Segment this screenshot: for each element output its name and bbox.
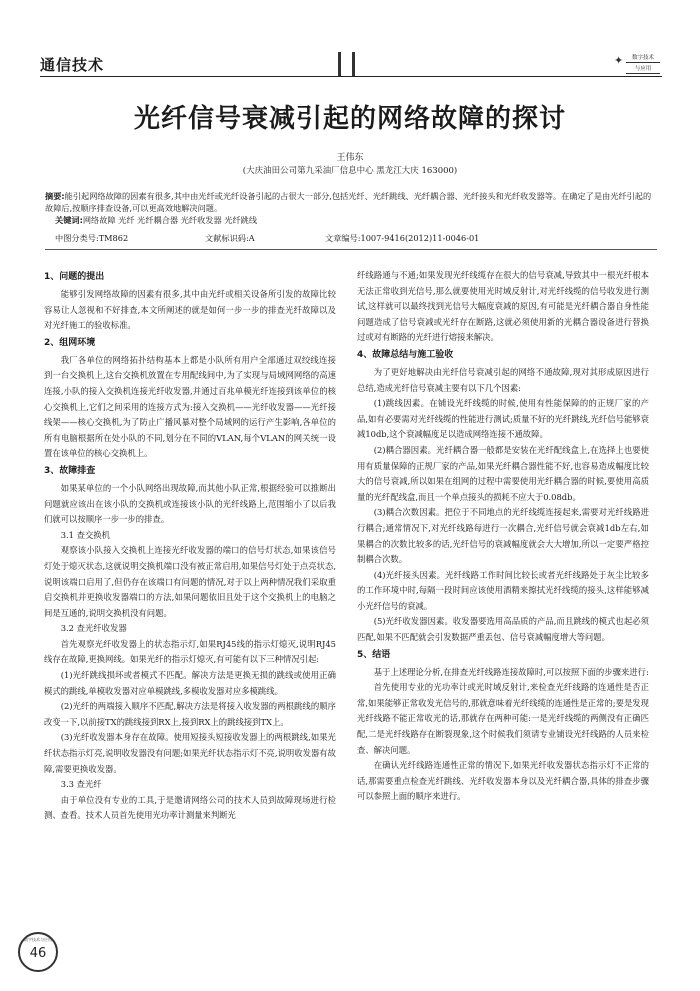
paragraph: (3)耦合次数因素。把位于不同地点的光纤线缆连接起来,需要对光纤线路进行耦合;通常情况下,对光纤线路每进行一次耦合,光纤信号就会衰减1db左右,如果耦合的次数比较多的话,光纤信号的衰减幅度就会大大增加,所以一定要严格控制耦合次数。 [357, 507, 649, 565]
section-tag: 通信技术 [40, 56, 105, 74]
subsection-heading: 3.1 查交换机 [60, 529, 110, 540]
article-title: 光纤信号衰减引起的网络故障的探讨 [133, 104, 566, 134]
header-rule [40, 76, 662, 77]
keywords-label: 关键词: [55, 215, 83, 225]
affiliation: (大庆油田公司第九采油厂信息中心 黑龙江大庆 163000) [242, 166, 458, 176]
logo-text-top: 数字技术 [626, 54, 660, 63]
abstract-block [45, 190, 657, 226]
page-number: 46 [29, 946, 47, 961]
paragraph: (2)耦合器因素。光纤耦合器一般都是安装在光纤配线盒上,在选择上也要使用有质量保障的正规厂家的产品,如果光纤耦合器性能不好,也容易造成幅度比较大的信号衰减,所以如果在组网的过程中需要使用光纤耦合器的时候,要使用高质量的光纤配线盒,而且一个单点接头的损耗不应大于0.08db。 [357, 444, 649, 502]
paragraph: 为了更好地解决由光纤信号衰减引起的网络不通故障,现对其形成原因进行总结,造成光纤信号衰减主要有以下几个因素: [357, 366, 649, 393]
subsection-heading: 3.2 查光纤收发器 [60, 623, 127, 634]
paragraph: (5)光纤收发器因素。收发器要选用高品质的产品,而且跳线的模式也起必须匹配,如果不匹配就会引发数据严重丢包、信号衰减幅度增大等问题。 [357, 616, 649, 643]
header-divider-bars [338, 52, 358, 78]
abstract [45, 190, 657, 214]
logo-text-bottom: 与应用 [626, 65, 660, 74]
article-number: 文章编号:1007-9416(2012)11-0046-01 [325, 233, 480, 243]
section-heading: 5、结语 [357, 649, 391, 660]
badge-journal-name: 数字技术与应用 [24, 937, 52, 942]
clc-number: 中图分类号:TM862 [55, 233, 129, 243]
paragraph: 基于上述理论分析,在排查光纤线路连接故障时,可以按照下面的步骤来进行: [373, 666, 649, 677]
paragraph: (2)光纤的两端接入顺序不匹配,解决方法是将接入收发器的两根跳线的顺序改变一下,以前接TX的跳线接到RX上,接到RX上的跳线接到TX上。 [44, 701, 336, 727]
subsection-heading: 3.3 查光纤 [60, 779, 102, 790]
paragraph: 首先使用专业的光功率计或光时域反射计,来检查光纤线路的连通性是否正常,如果能够正常收发光信号的,那就意味着光纤线缆的连通性是正常的;要是发现光纤线路不能正常收光的话,那就存在两种可能:一是光纤线缆的两侧没有正确匹配,二是光纤线路存在断裂现象,这个时候我们须请专业铺设光纤线路的人员来检查、解决问题。 [357, 682, 649, 755]
journal-header [40, 52, 662, 82]
meta-rule [45, 249, 657, 250]
paragraph: 首先观察光纤收发器上的状态指示灯,如果RJ45线的指示灯熄灭,说明RJ45线存在故障,更换网线。如果光纤的指示灯熄灭,有可能有以下三种情况引起: [44, 638, 336, 665]
paragraph: (1)光纤跳线损坏或者模式不匹配。解决方法是更换无损的跳线或使用正确模式的跳线,单模收发器对应单模跳线,多模收发器对应多模跳线。 [44, 670, 336, 696]
section-heading: 1、问题的提出 [44, 272, 105, 282]
page-number-badge [18, 932, 58, 972]
keywords [45, 214, 657, 226]
paragraph: 由于单位没有专业的工具,于是邀请网络公司的技术人员到故障现场进行检测、查看。技术人员首先使用光功率计测量来判断光 [44, 794, 336, 821]
paragraph: 如果某单位的一个小队网络出现故障,而其他小队正常,根据经验可以推断出问题就应该出在该小队的交换机或连接该小队的光纤线路上,范围缩小了以后我们就可以按顺序一步一步的排查。 [44, 482, 336, 525]
right-column [357, 268, 649, 805]
paragraph: (4)光纤接头因素。光纤线路工作时间比较长或者光纤线路处于灰尘比较多的工作环境中时,每隔一段时间应该使用酒精来擦拭光纤线缆的接头,这样能够减小光纤信号的衰减。 [357, 569, 649, 611]
abstract-text: 能引起网络故障的因素有很多,其中由光纤或光纤设备引起的占很大一部分,包括光纤、光纤跳线、光纤耦合器、光纤接头和光纤收发器等。在确定了是由光纤引起的故障后,按顺序排查设备,可以更高效地解决问题。 [45, 191, 652, 213]
paragraph: 我厂各单位的网络拓扑结构基本上都是小队所有用户全部通过双绞线连接到一台交换机上,这台交换机放置在专用配线间中,为了实现与局域网网络的高速连接,小队的接入交换机连接光纤收发器,并通过百兆单模光纤连接到该单位的核心交换机上,它们之间采用的连接方式为:接入交换机——光纤收发器——光纤接线架——核心交换机,为了防止广播风暴对整个局域网的运行产生影响,各单位的所有电脑根据所在处小队的不同,划分在不同的VLAN,每个VLAN的网关统一设置在该单位的核心交换机上。 [44, 354, 336, 459]
document-code: 文献标识码:A [205, 233, 255, 243]
paragraph: (1)跳线因素。在铺设光纤线缆的时候,使用有性能保障的的正规厂家的产品,如有必要需对光纤线缆的性能进行测试;质量不好的光纤跳线,光纤信号能够衰减10db,这个衰减幅度足以造成网络连接不通故障。 [357, 398, 649, 440]
paragraph: (3)光纤收发器本身存在故障。使用短接头短接收发器上的两根跳线,如果光纤状态指示灯亮,说明收发器没有问题;如果光纤状态指示灯不亮,说明收发器有故障,需要更换收发器。 [44, 732, 336, 774]
section-heading: 3、故障排查 [44, 465, 96, 476]
section-heading: 2、组网环境 [44, 337, 96, 348]
author: 王伟东 [336, 153, 364, 163]
journal-logo [614, 52, 660, 78]
section-heading: 4、故障总结与施工验收 [357, 349, 454, 360]
paragraph: 观察该小队接入交换机上连接光纤收发器的端口的信号灯状态,如果该信号灯处于熄灭状态,这就说明交换机端口没有被正常启用,如果信号灯处于点亮状态,说明该端口启用了,但仍存在该端口有问题的情况,对于以上两种情况我们采取重启交换机并更换收发器端口的方法,如果问题依旧且处于这个交换机上的电脑之间是互通的,说明交换机没有问题。 [44, 545, 336, 618]
paragraph: 能够引发网络故障的因素有很多,其中由光纤或相关设备所引发的故障比较容易让人忽视和不好排查,本文所阐述的就是如何一步一步的排查光纤故障以及对光纤施工的验收标准。 [44, 289, 336, 331]
abstract-label: 摘要: [45, 191, 65, 201]
keywords-text: 网络故障 光纤 光纤耦合器 光纤收发器 光纤跳线 [82, 215, 258, 225]
journal-logo-icon: ✦ [614, 54, 624, 67]
left-column [44, 268, 336, 824]
paragraph: 在确认光纤线路连通性正常的情况下,如果光纤收发器状态指示灯不正常的话,那需要重点检查光纤跳线、光纤收发器本身以及光纤耦合器,具体的排查步骤可以参照上面的顺序来进行。 [357, 760, 649, 802]
paragraph: 纤线路通与不通;如果发现光纤线缆存在很大的信号衰减,导致其中一根光纤根本无法正常收到光信号,那么就要使用光时域反射计,对光纤线缆的信号收发进行测试,这样就可以最终找到光信号大幅度衰减的原因,有可能是光纤耦合器自身性能问题造成了信号衰减或光纤存在断路,这就必须使用新的光耦合器设备进行替换过或对有断路的光纤进行熔接来解决。 [357, 270, 649, 343]
